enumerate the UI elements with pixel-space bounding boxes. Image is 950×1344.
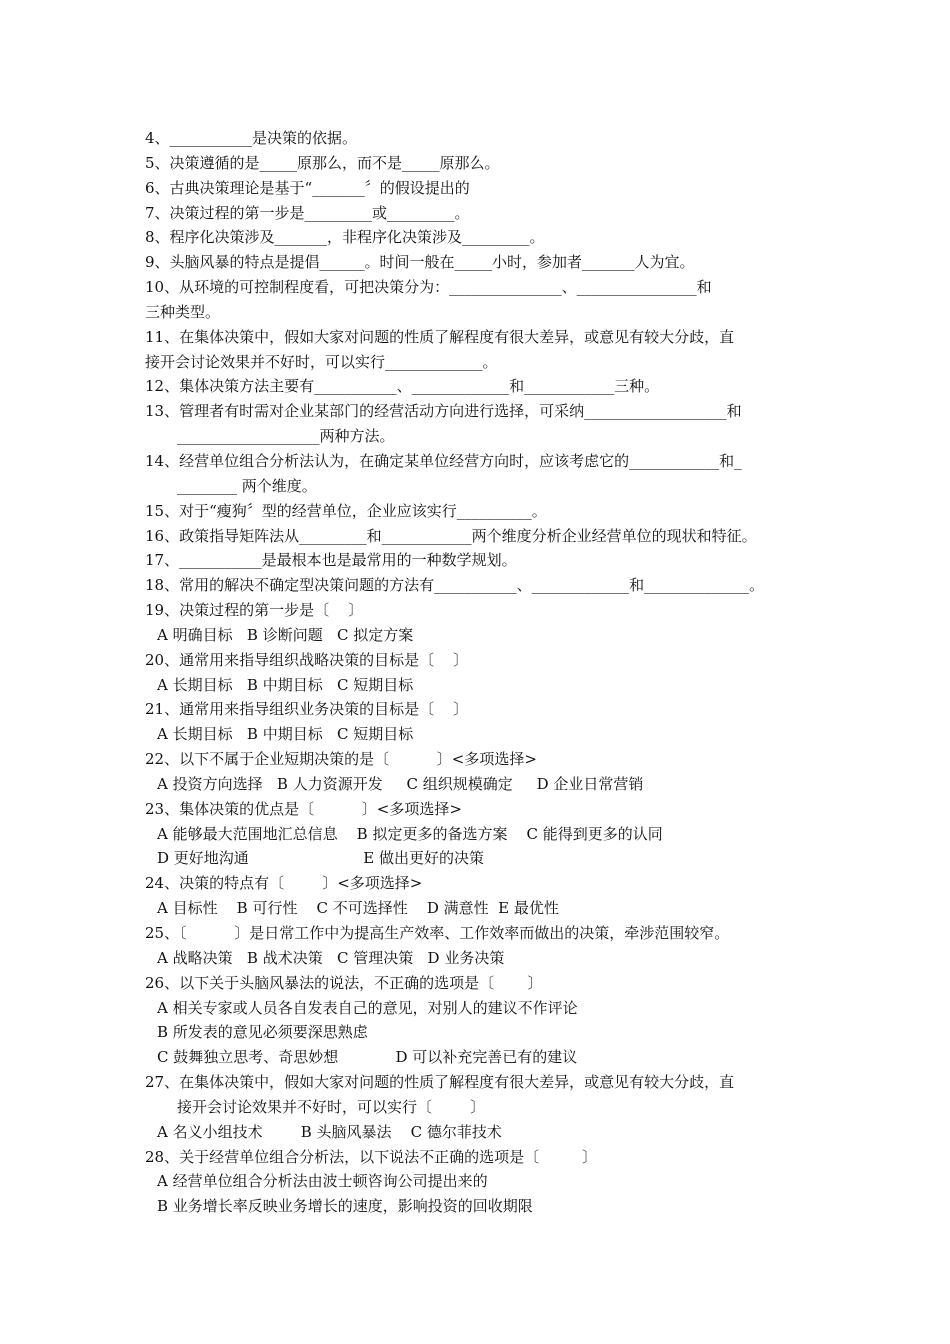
answer-option-line: A 长期目标 B 中期目标 C 短期目标 xyxy=(157,725,414,744)
question-text-line: ___________________两种方法。 xyxy=(177,427,395,446)
question-text-line: 21、通常用来指导组织业务决策的目标是〔 〕 xyxy=(145,700,469,719)
question-text-line: 23、集体决策的优点是〔 〕<多项选择> xyxy=(145,799,462,818)
question-text-line: 20、通常用来指导组织战略决策的目标是〔 〕 xyxy=(145,650,469,669)
question-text-line: 26、以下关于头脑风暴法的说法，不正确的选项是〔 〕 xyxy=(145,973,543,992)
answer-option-line: D 更好地沟通 E 做出更好的决策 xyxy=(157,849,484,868)
answer-option-line: C 鼓舞独立思考、奇思妙想 D 可以补充完善已有的建议 xyxy=(157,1048,578,1067)
answer-option-line: B 业务增长率反映业务增长的速度，影响投资的回收期限 xyxy=(157,1197,533,1216)
question-text-line: 11、在集体决策中，假如大家对问题的性质了解程度有很大差异，或意见有较大分歧，直 xyxy=(145,327,735,346)
answer-option-line: A 目标性 B 可行性 C 不可选择性 D 满意性 E 最优性 xyxy=(157,899,559,918)
question-text-line: 7、决策过程的第一步是_________或_________。 xyxy=(145,203,470,222)
answer-option-line: A 经营单位组合分析法由波士顿咨询公司提出来的 xyxy=(157,1172,488,1191)
question-text-line: 9、头脑风暴的特点是提倡______。时间一般在_____小时，参加者_______人为宜。 xyxy=(145,253,695,272)
question-text-line: 27、在集体决策中，假如大家对问题的性质了解程度有很大差异，或意见有较大分歧，直 xyxy=(145,1073,735,1092)
answer-option-line: A 投资方向选择 B 人力资源开发 C 组织规模确定 D 企业日常营销 xyxy=(157,774,644,793)
question-text-line: 25、〔 〕是日常工作中为提高生产效率、工作效率而做出的决策，牵涉范围较窄。 xyxy=(145,924,730,942)
question-text-line: 19、决策过程的第一步是〔 〕 xyxy=(145,601,364,620)
question-text-line: ________ 两个维度。 xyxy=(177,476,317,495)
question-text-line: 8、程序化决策涉及_______，非程序化决策涉及_________。 xyxy=(145,228,545,247)
question-text-line: 15、对于“瘦狗〞型的经营单位，企业应该实行__________。 xyxy=(145,501,547,520)
answer-option-line: A 战略决策 B 战术决策 C 管理决策 D 业务决策 xyxy=(157,948,505,967)
answer-option-line: A 长期目标 B 中期目标 C 短期目标 xyxy=(157,675,414,694)
question-text-line: 14、经营单位组合分析法认为，在确定某单位经营方向时，应该考虑它的____________和_ xyxy=(145,451,742,470)
question-text-line: 16、政策指导矩阵法从_________和____________两个维度分析企业经营单位的现状和特征。 xyxy=(145,526,757,545)
answer-option-line: B 所发表的意见必须要深思熟虑 xyxy=(157,1023,368,1042)
question-text-line: 17、___________是最根本也是最常用的一种数学规划。 xyxy=(145,551,517,570)
answer-option-line: A 能够最大范围地汇总信息 B 拟定更多的备选方案 C 能得到更多的认同 xyxy=(157,824,663,843)
question-text-line: 13、管理者有时需对企业某部门的经营活动方向进行选择，可采纳___________________和 xyxy=(145,402,742,421)
question-text-line: 三种类型。 xyxy=(145,302,221,321)
question-text-line: 10、从环境的可控制程度看，可把决策分为：_______________、________________和 xyxy=(145,278,712,297)
question-text-line: 接开会讨论效果并不好时，可以实行_____________。 xyxy=(145,352,498,371)
answer-option-line: A 明确目标 B 诊断问题 C 拟定方案 xyxy=(157,625,414,644)
question-text-line: 24、决策的特点有〔 〕<多项选择> xyxy=(145,874,423,893)
answer-option-line: A 名义小组技术 B 头脑风暴法 C 德尔菲技术 xyxy=(157,1122,502,1141)
question-text-line: 5、决策遵循的是_____原那么，而不是_____原那么。 xyxy=(145,153,500,172)
question-text-line: 12、集体决策方法主要有___________、_____________和____________三种。 xyxy=(145,377,660,396)
question-text-line: 22、以下不属于企业短期决策的是〔 〕<多项选择> xyxy=(145,750,537,769)
question-text-line: 28、关于经营单位组合分析法，以下说法不正确的选项是〔 〕 xyxy=(145,1147,598,1166)
question-text-line: 6、古典决策理论是基于“_______〞的假设提出的 xyxy=(145,178,470,197)
question-text-line: 接开会讨论效果并不好时，可以实行〔 〕 xyxy=(177,1097,486,1116)
question-text-line: 4、___________是决策的依据。 xyxy=(145,129,358,147)
answer-option-line: A 相关专家或人员各自发表自己的意见，对别人的建议不作评论 xyxy=(157,998,578,1017)
question-list xyxy=(145,126,825,1219)
question-text-line: 18、常用的解决不确定型决策问题的方法有___________、_____________和______________。 xyxy=(145,576,765,595)
